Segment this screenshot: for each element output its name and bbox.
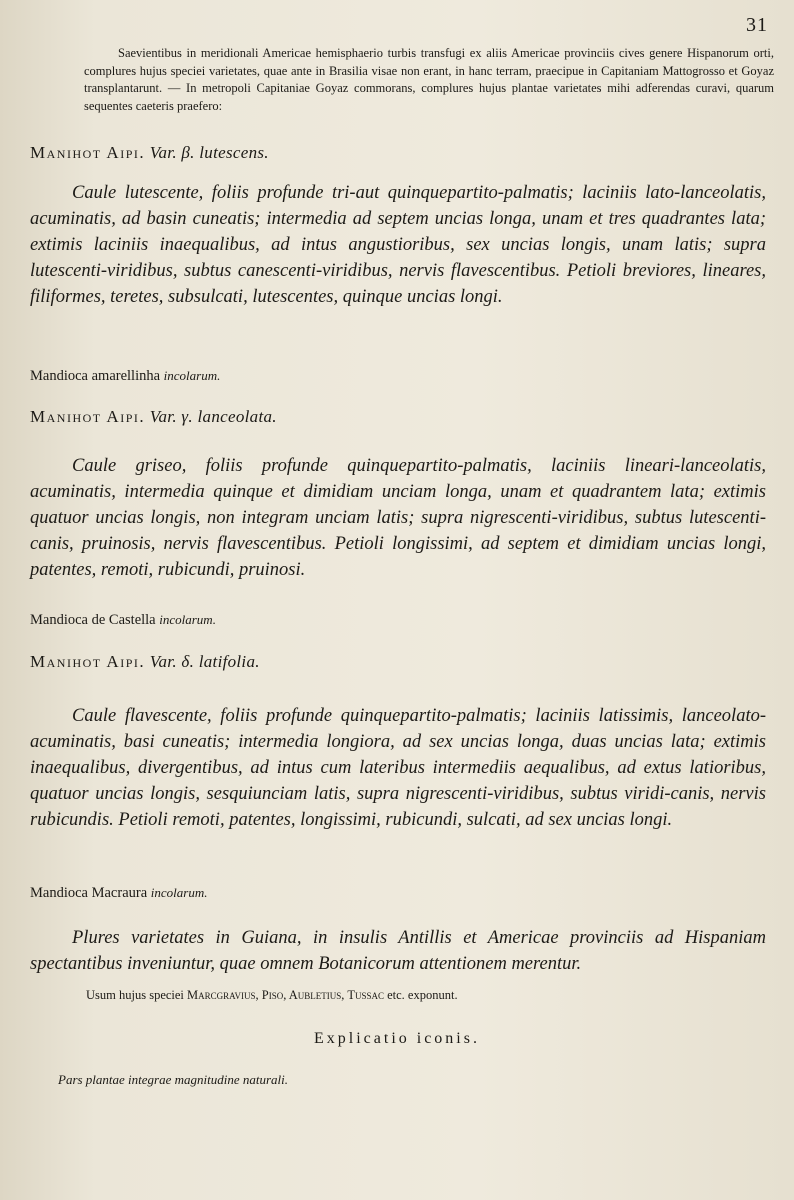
genus-name: Manihot Aipi. bbox=[30, 652, 146, 671]
vernacular-name-beta bbox=[30, 368, 220, 385]
vernacular-note: incolarum. bbox=[163, 368, 221, 383]
vernacular-text: Mandioca amarellinha bbox=[30, 368, 161, 384]
genus-name: Manihot Aipi. bbox=[30, 143, 146, 162]
usum-tail: etc. exponunt. bbox=[387, 988, 458, 1002]
variety-description-gamma: Caule griseo, foliis profunde quinquepartito-palmatis, laciniis lineari-lanceolatis, acuminatis, intermedia quinque et dimidiam unciam longa, unam et quadrantem lata; extimis quatuor uncias longis, non integram unciam latis; supra nigrescenti-viridibus, subtus lutescenti-canis, pruinosis, nervis flavescentibus. Petioli longissimi, ad septem et dimidiam uncias longi, patentes, remoti, rubicundi, pruinosi. bbox=[30, 456, 766, 580]
variety-name: Var. γ. lanceolata. bbox=[149, 407, 277, 426]
intro-paragraph: Saevientibus in meridionali Americae hemisphaerio turbis transfugi ex aliis Americae provinciis cives genere Hispanorum orti, complures hujus speciei varietates, quae ante in Brasilia visae non erant, in hanc terram, praecipue in Capitaniam Mattogrosso et Goyaz transplantarunt. — In metropoli Capitaniae Goyaz commorans, complures hujus plantae varietates mihi adferendas curavi, quarum sequentes caeteris praefero: bbox=[84, 46, 774, 113]
vernacular-name-gamma bbox=[30, 612, 216, 629]
usum-lead: Usum hujus speciei bbox=[86, 988, 184, 1002]
variety-name: Var. β. lutescens. bbox=[149, 143, 269, 162]
variety-name: Var. δ. latifolia. bbox=[149, 652, 260, 671]
vernacular-text: Mandioca de Castella bbox=[30, 612, 156, 628]
plures-paragraph: Plures varietates in Guiana, in insulis Antillis et Americae provinciis ad Hispaniam spectantibus inveniuntur, quae omnem Botanicorum attentionem merentur. bbox=[30, 928, 766, 974]
vernacular-note: incolarum. bbox=[159, 612, 216, 627]
page-number: 31 bbox=[746, 14, 768, 36]
variety-heading-delta bbox=[30, 652, 260, 672]
variety-description-beta: Caule lutescente, foliis profunde tri-aut quinquepartito-palmatis; laciniis lato-lanceolatis, acuminatis, ad basin cuneatis; intermedia ad septem uncias longa, unam et tres quadrantes lata; extimis laciniis inaequalibus, ad intus angustioribus, sex uncias longis, unam latis; supra lutescenti-viridibus, subtus canescenti-viridibus, nervis flavescentibus. Petioli breviores, lineares, filiformes, teretes, subsulcati, lutescentes, quinque uncias longi. bbox=[30, 183, 766, 307]
usum-authors: Marcgravius, Piso, Aubletius, Tussac bbox=[187, 988, 384, 1002]
genus-name: Manihot Aipi. bbox=[30, 407, 146, 426]
variety-heading-beta bbox=[30, 143, 269, 163]
usum-line bbox=[86, 988, 458, 1003]
vernacular-name-delta bbox=[30, 885, 207, 902]
figure-caption: Pars plantae integrae magnitudine naturali. bbox=[58, 1072, 289, 1087]
vernacular-text: Mandioca Macraura bbox=[30, 885, 148, 901]
variety-heading-gamma bbox=[30, 407, 277, 427]
variety-description-delta: Caule flavescente, foliis profunde quinquepartito-palmatis; laciniis latissimis, lanceolato-acuminatis, basi cuneatis; intermedia longiora, ad sex uncias longa, duas uncias lata; extimis inaequalibus, divergentibus, ad intus cum lateribus intermediis aequalibus, ad extus latioribus, quatuor uncias longis, sesquiunciam latis, supra nigrescenti-viridibus, subtus viridi-canis, nervis rubicundis. Petioli remoti, patentes, longissimi, rubicundi, sulcati, ad sex uncias longi. bbox=[30, 706, 766, 830]
explicatio-heading: Explicatio iconis. bbox=[314, 1030, 480, 1047]
vernacular-note: incolarum. bbox=[150, 885, 208, 900]
